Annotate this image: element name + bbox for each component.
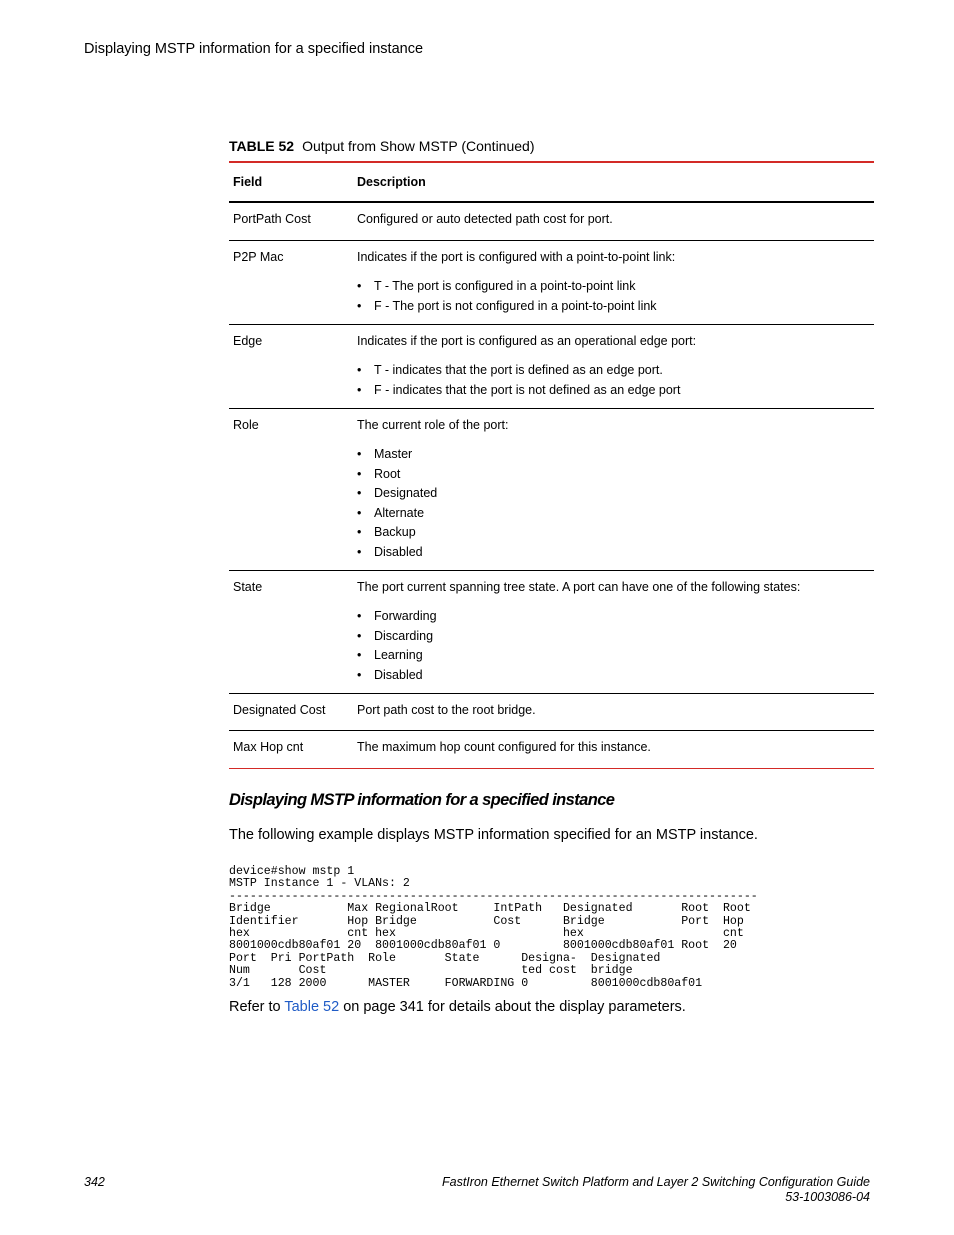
field-cell: State	[233, 580, 263, 594]
list-item: • T - The port is configured in a point-to-point link	[357, 277, 874, 297]
table-caption-label: TABLE 52	[229, 138, 295, 154]
field-cell: P2P Mac	[233, 250, 284, 264]
description-cell: The maximum hop count configured for this instance.	[357, 740, 651, 754]
list-item: • Forwarding	[357, 607, 874, 627]
list-item: • Discarding	[357, 627, 874, 647]
list-item: • Designated	[357, 484, 874, 504]
intro-paragraph: The following example displays MSTP information specified for an MSTP instance.	[229, 827, 758, 843]
table-row	[229, 409, 874, 571]
reference-paragraph	[229, 999, 686, 1015]
table-caption-text: Output from Show MSTP (Continued)	[302, 138, 535, 154]
list-item: • Backup	[357, 523, 874, 543]
table-row	[229, 325, 874, 409]
bullet-list	[357, 445, 874, 563]
table-row	[229, 694, 874, 731]
description-cell: Indicates if the port is configured with a point-to-point link:	[357, 250, 676, 264]
table-row	[229, 731, 874, 769]
code-example: device#show mstp 1 MSTP Instance 1 - VLANs: 2 ---------------------------------------------------------------------------- Bridge Max RegionalRoot IntPath Designated Root Root Identifier Hop Bridge Cost Bridge Port Hop hex cnt hex hex cnt 8001000cdb80af01 20 8001000cdb80af01 0 8001000cdb80af01 Root 20 Port Pri PortPath Role State Designa- Designated Num Cost ted cost bridge 3/1 128 2000 MASTER FORWARDING 0 8001000cdb80af01	[229, 865, 758, 990]
field-cell: Edge	[233, 334, 263, 348]
doc-number: 53-1003086-04	[785, 1190, 870, 1204]
list-item: • F - The port is not configured in a point-to-point link	[357, 297, 874, 317]
list-item: • Root	[357, 465, 874, 485]
table-caption	[229, 138, 535, 154]
refer-text-after: on page 341 for details about the display parameters.	[339, 999, 686, 1015]
table-header-row	[229, 163, 874, 203]
list-item: • T - indicates that the port is defined as an edge port.	[357, 361, 874, 381]
field-cell: Max Hop cnt	[233, 740, 304, 754]
field-cell: Designated Cost	[233, 703, 326, 717]
footer-guide	[442, 1175, 870, 1205]
list-item: • Disabled	[357, 666, 874, 686]
list-item: • Disabled	[357, 543, 874, 563]
column-header-field: Field	[233, 175, 263, 189]
bullet-list	[357, 361, 874, 400]
table-row	[229, 203, 874, 241]
output-table	[229, 161, 874, 769]
list-item: • F - indicates that the port is not defined as an edge port	[357, 381, 874, 401]
page-number: 342	[84, 1175, 105, 1189]
section-heading: Displaying MSTP information for a specified instance	[229, 791, 615, 809]
refer-text-before: Refer to	[229, 999, 285, 1015]
description-cell: Port path cost to the root bridge.	[357, 703, 536, 717]
list-item: • Alternate	[357, 504, 874, 524]
field-cell: Role	[233, 418, 259, 432]
list-item: • Master	[357, 445, 874, 465]
description-cell: The current role of the port:	[357, 418, 509, 432]
description-cell: Indicates if the port is configured as an operational edge port:	[357, 334, 697, 348]
list-item: • Learning	[357, 646, 874, 666]
running-header: Displaying MSTP information for a specified instance	[84, 41, 424, 57]
description-cell: The port current spanning tree state. A port can have one of the following states:	[357, 580, 801, 594]
table-row	[229, 241, 874, 325]
table-52-link[interactable]: Table 52	[284, 999, 340, 1015]
bullet-list	[357, 607, 874, 685]
column-header-description: Description	[357, 175, 426, 189]
table-row	[229, 571, 874, 694]
field-cell: PortPath Cost	[233, 212, 311, 226]
guide-title: FastIron Ethernet Switch Platform and Layer 2 Switching Configuration Guide	[442, 1175, 870, 1189]
description-cell: Configured or auto detected path cost for port.	[357, 212, 613, 226]
bullet-list	[357, 277, 874, 316]
